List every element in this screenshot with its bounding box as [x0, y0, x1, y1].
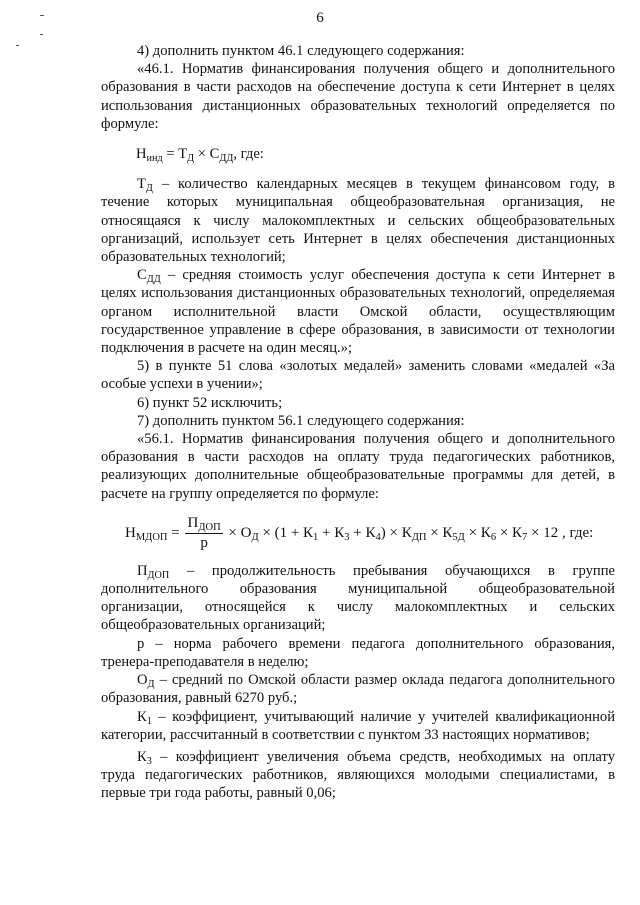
paragraph-item-4: 4) дополнить пунктом 46.1 следующего содержания:: [137, 43, 465, 59]
definition-pdop: $П_{ДОП}$ – продолжительность пребывания обучающихся в группе дополнительного образования муниципальной общеобразовательной организации, относящейся к числу малокомплектных и сельских общеобразовательных организаций;: [101, 562, 615, 634]
paragraph-item-5: 5) в пункте 51 слова «золотых медалей» заменить словами «медалей «За особые успехи в учении»;: [101, 358, 615, 393]
document-body: [101, 42, 615, 803]
definition-td: $Т_Д$ – количество календарных месяцев в текущем финансовом году, в течение которых муниципальная общеобразовательная организация, не относящаяся к числу малокомплектных и сельских общеобразовательных организаций, использует сеть Интернет в целях обеспечения дистанционных образовательных технологий;: [101, 176, 615, 266]
formula-n-mdop: $Н_{МДОП}$ = $\frac{П_{ДОП}}{р}$ × $О_Д \times (1 + К_1 + К_3 + К_4) \times К_{ДП} \times К_{5Д} \times К_6 \times К_7 \times 12$ , где:: [125, 514, 594, 551]
definition-sdd: $С_{ДД}$ – средняя стоимость услуг обеспечения доступа к сети Интернет в целях использования дистанционных образовательных технологий, определяемая органом исполнительной власти Омской области, осуществляющим государственное управление в сфере образования, в зависимости от технологии подключения в расчете на один месяц.»;: [101, 267, 615, 357]
scan-mark: [16, 45, 19, 46]
paragraph-item-6: 6) пункт 52 исключить;: [137, 394, 283, 411]
page-number: 6: [316, 10, 324, 26]
paragraph-item-7: 7) дополнить пунктом 56.1 следующего содержания:: [137, 412, 465, 429]
paragraph-46-1: «46.1. Норматив финансирования получения общего и дополнительного образования в части расходов на обеспечение доступа к сети Интернет в целях использования дистанционных образовательных технологий определяется по формуле:: [101, 61, 615, 132]
scan-mark: [40, 34, 43, 35]
definition-r: р – норма рабочего времени педагога дополнительного образования, тренера-преподавателя в неделю;: [101, 635, 615, 670]
paragraph-56-1: «56.1. Норматив финансирования получения общего и дополнительного образования в части расходов на оплату труда педагогических работников, реализующих дополнительные общеобразовательные программы для детей, в расчете на группу определяется по формуле:: [101, 431, 615, 502]
definition-k3: $К_3$ – коэффициент увеличения объема средств, необходимых на оплату труда педагогических работников, являющихся молодыми специалистами, в первые три года работы, равный 0,06;: [101, 748, 615, 802]
definition-od: $О_Д$ – средний по Омской области размер оклада педагога дополнительного образования, равный 6270 руб.;: [101, 672, 615, 707]
fraction: $\frac{П_{ДОП}}{р}$: [187, 514, 221, 551]
definition-k1: $К_1$ – коэффициент, учитывающий наличие у учителей квалификационной категории, рассчитанный в соответствии с пунктом 33 настоящих нормативов;: [101, 708, 615, 743]
formula-n-ind: $Н_{инд} = Т_Д \times С_{ДД}$, где:: [136, 146, 264, 165]
